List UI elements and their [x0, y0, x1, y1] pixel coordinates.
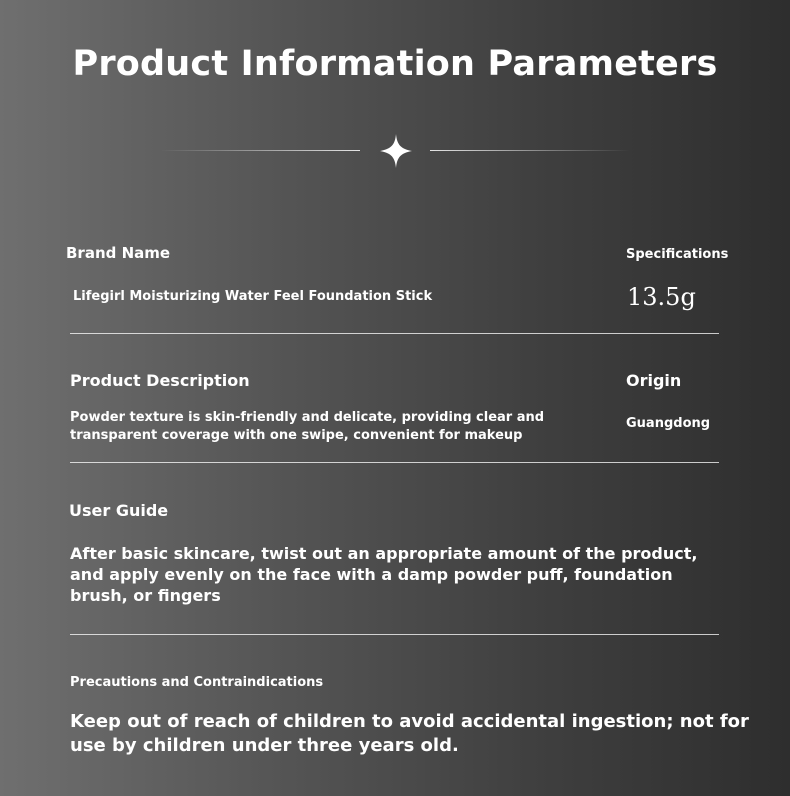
precautions-value: Keep out of reach of children to avoid accidental ingestion; not for use by children under three years old. — [70, 711, 749, 756]
divider-left — [160, 150, 360, 151]
four-point-star-icon — [380, 134, 412, 168]
specifications-value: 13.5g — [627, 283, 696, 311]
precautions-label: Precautions and Contraindications — [70, 675, 324, 690]
origin-label: Origin — [626, 371, 682, 390]
section-divider — [70, 634, 719, 635]
user-guide-label: User Guide — [69, 501, 169, 520]
section-divider — [70, 333, 719, 334]
description-label: Product Description — [70, 371, 250, 390]
brand-label: Brand Name — [66, 244, 171, 262]
specifications-label: Specifications — [626, 247, 729, 262]
divider-right — [430, 150, 630, 151]
user-guide-value: After basic skincare, twist out an appropriate amount of the product, and apply evenly on the face with a damp powder puff, foundation brush, or fingers — [70, 544, 698, 605]
brand-value: Lifegirl Moisturizing Water Feel Foundation Stick — [73, 289, 433, 304]
section-divider — [70, 462, 719, 463]
origin-value: Guangdong — [626, 416, 711, 431]
page-title: Product Information Parameters — [72, 44, 718, 84]
description-value: Powder texture is skin-friendly and delicate, providing clear and transparent coverage with one swipe, convenient for makeup — [70, 410, 545, 443]
